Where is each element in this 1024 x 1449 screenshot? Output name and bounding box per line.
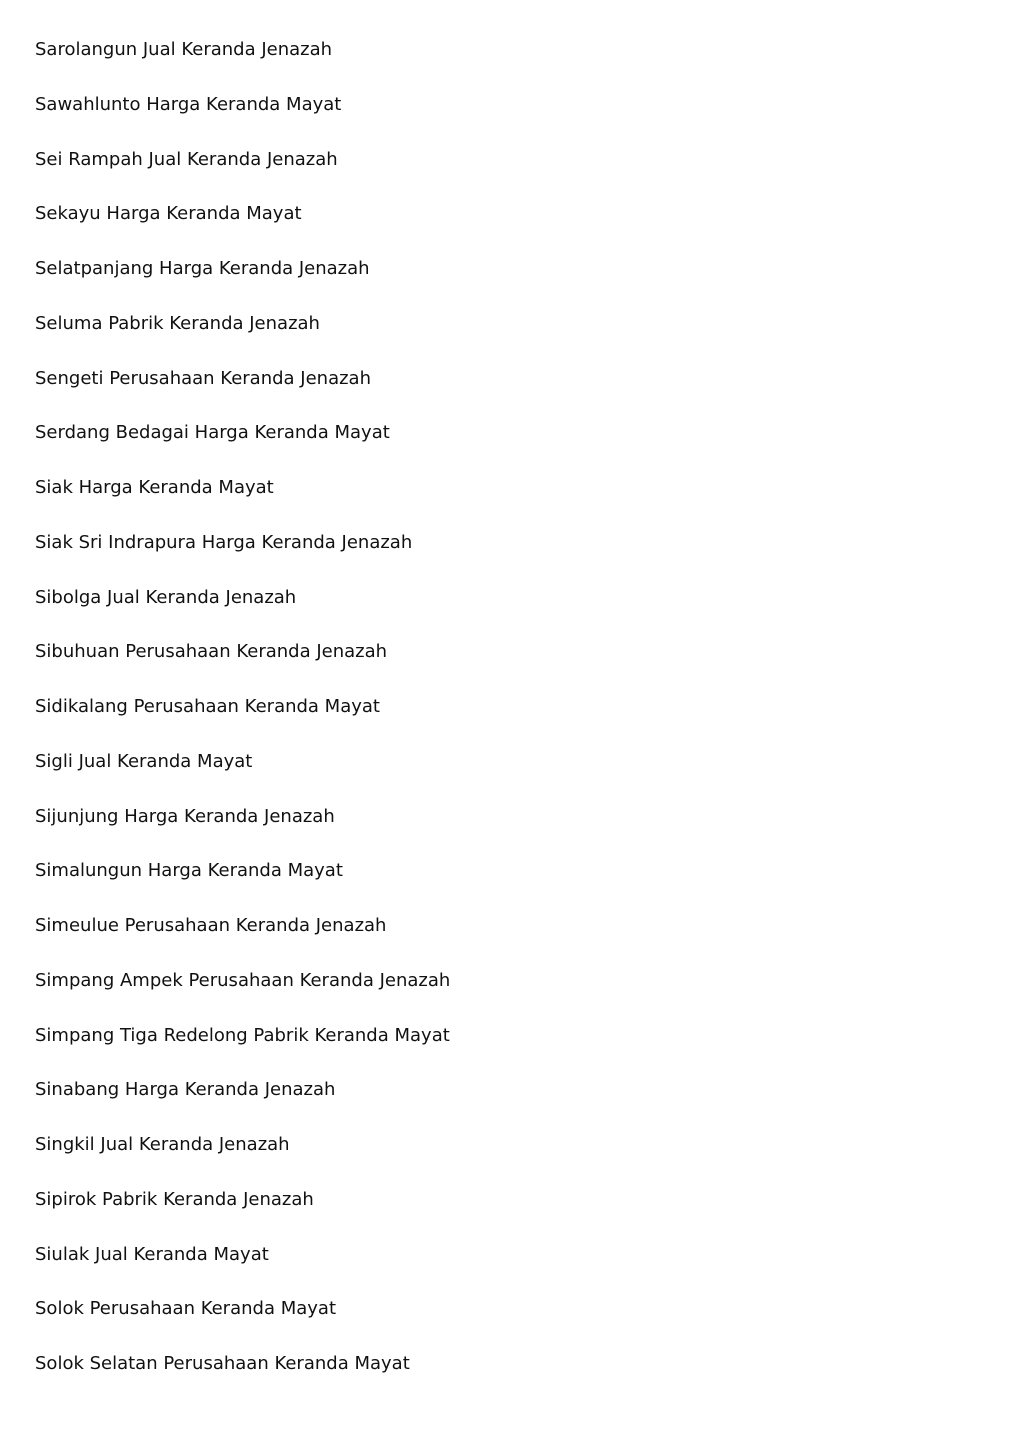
list-item: Serdang Bedagai Harga Keranda Mayat	[35, 422, 390, 444]
list-item: Sei Rampah Jual Keranda Jenazah	[35, 148, 338, 170]
list-item: Simalungun Harga Keranda Mayat	[35, 860, 343, 882]
list-item: Simpang Tiga Redelong Pabrik Keranda Mayat	[35, 1024, 450, 1046]
list-item: Solok Selatan Perusahaan Keranda Mayat	[35, 1353, 410, 1374]
list-item: Siulak Jual Keranda Mayat	[35, 1243, 269, 1265]
list-item: Sigli Jual Keranda Mayat	[35, 750, 253, 772]
list-item: Simpang Ampek Perusahaan Keranda Jenazah	[35, 969, 451, 991]
list-item: Siak Harga Keranda Mayat	[35, 477, 274, 498]
list-item: Sekayu Harga Keranda Mayat	[35, 203, 302, 225]
list-item: Sipirok Pabrik Keranda Jenazah	[35, 1188, 314, 1210]
list-item: Sawahlunto Harga Keranda Mayat	[35, 93, 342, 115]
list-item: Seluma Pabrik Keranda Jenazah	[35, 312, 320, 334]
list-item: Siak Sri Indrapura Harga Keranda Jenazah	[35, 531, 413, 553]
list-item: Sidikalang Perusahaan Keranda Mayat	[35, 696, 380, 717]
list-item: Sengeti Perusahaan Keranda Jenazah	[35, 367, 371, 389]
list-item: Sinabang Harga Keranda Jenazah	[35, 1079, 336, 1101]
list-item: Solok Perusahaan Keranda Mayat	[35, 1298, 336, 1320]
list-item: Sibuhuan Perusahaan Keranda Jenazah	[35, 641, 388, 663]
list-item: Sijunjung Harga Keranda Jenazah	[35, 805, 335, 827]
list-item: Simeulue Perusahaan Keranda Jenazah	[35, 915, 387, 936]
list-item: Sarolangun Jual Keranda Jenazah	[35, 39, 333, 60]
list-item: Selatpanjang Harga Keranda Jenazah	[35, 258, 370, 279]
keyword-list	[35, 36, 975, 1405]
list-item: Sibolga Jual Keranda Jenazah	[35, 586, 297, 608]
list-item: Singkil Jual Keranda Jenazah	[35, 1134, 290, 1155]
